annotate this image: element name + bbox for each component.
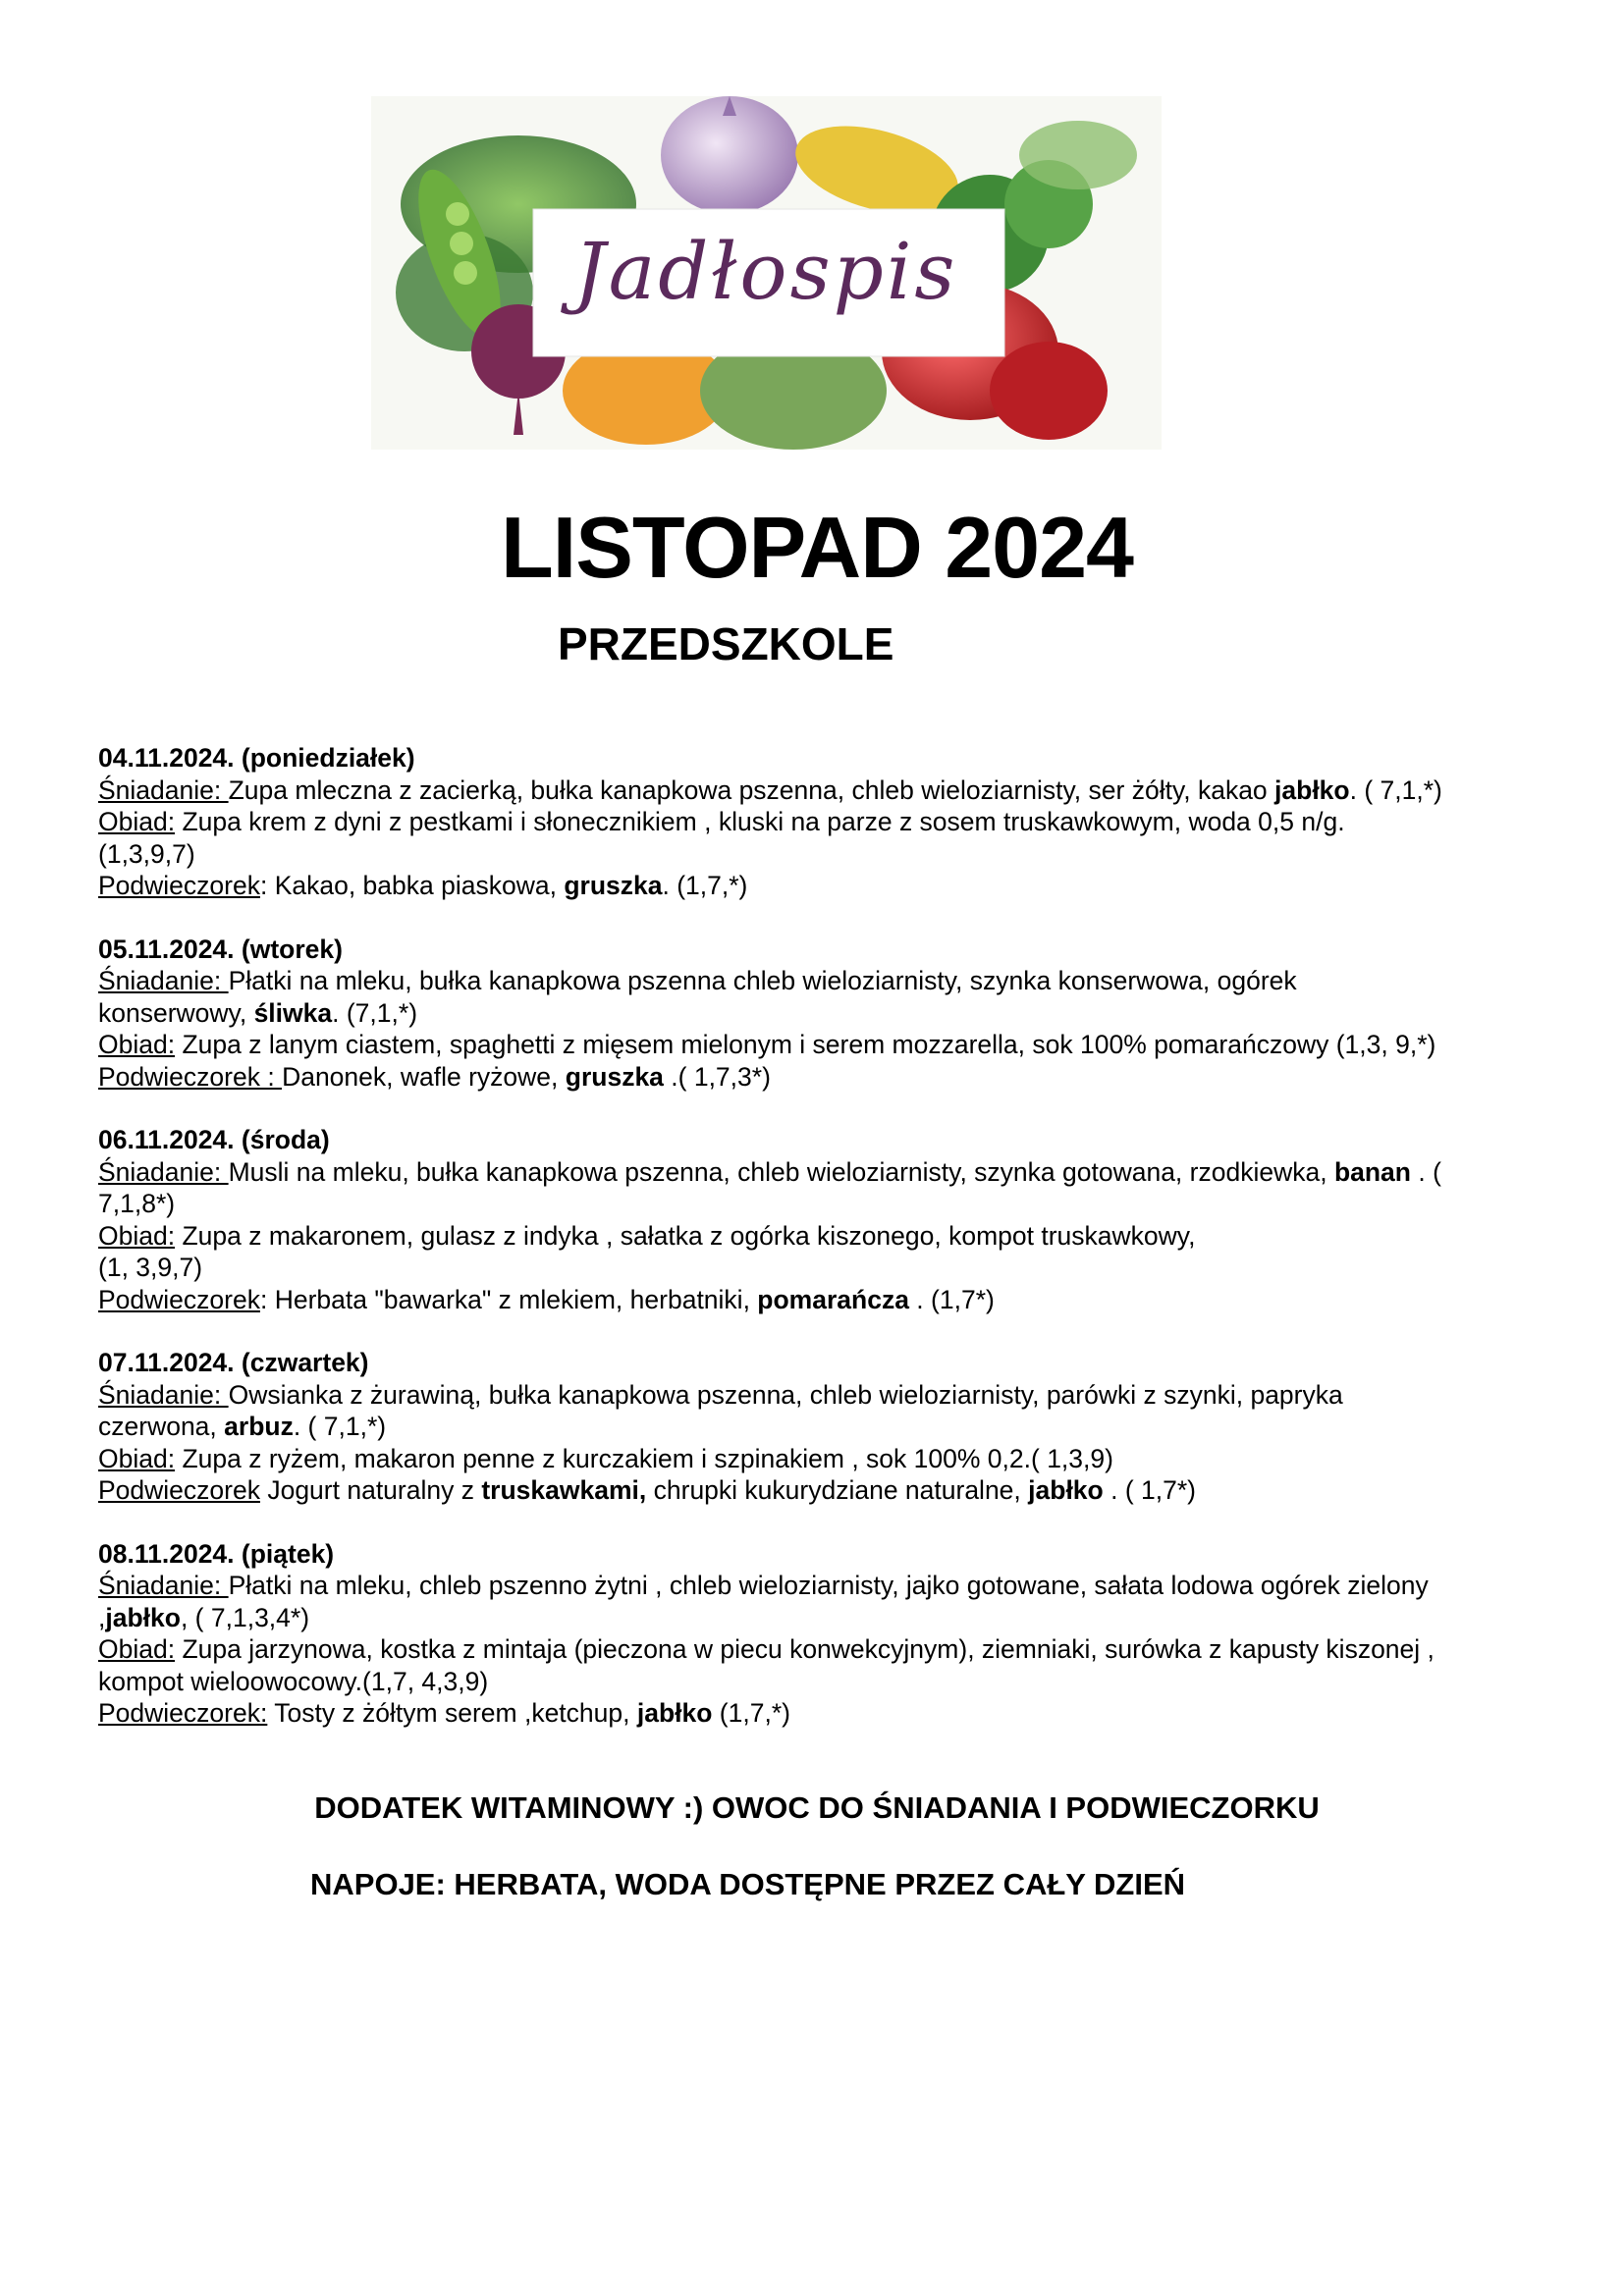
- lunch-allergens: kompot wieloowocowy.(1,7, 4,3,9): [98, 1666, 489, 1696]
- day-date: 04.11.2024. (poniedziałek): [98, 743, 415, 773]
- lunch-label: Obiad:: [98, 807, 176, 836]
- breakfast-text-cont: czerwona,: [98, 1412, 225, 1441]
- breakfast-line: [98, 1156, 1542, 1189]
- snack-text: Jogurt naturalny z: [259, 1475, 482, 1505]
- breakfast-fruit: jabłko: [105, 1602, 181, 1632]
- breakfast-text: Musli na mleku, bułka kanapkowa pszenna, chleb wieloziarnisty, szynka gotowana, rzodkiewka,: [228, 1156, 1334, 1187]
- snack-label: Podwieczorek: [98, 1284, 260, 1314]
- weekly-menu: [98, 742, 1542, 1761]
- snack-allergens: . (1,7,*): [662, 871, 748, 900]
- vitamin-note: DODATEK WITAMINOWY :) OWOC DO ŚNIADANIA I PODWIECZORKU: [314, 1790, 1320, 1825]
- breakfast-allergens: . ( 7,1,*): [1349, 774, 1442, 805]
- lunch-text: Zupa krem z dyni z pestkami i słonecznikiem , kluski na parze z sosem truskawkowym, woda 0,5 n/g.: [175, 807, 1345, 836]
- lunch-line: [98, 1029, 1542, 1061]
- snack-allergens: .( 1,7,3*): [663, 1061, 771, 1092]
- snack-allergens: (1,7,*): [712, 1698, 790, 1728]
- snack-allergens: . ( 1,7*): [1103, 1475, 1196, 1505]
- breakfast-text-cont: ,: [98, 1602, 106, 1632]
- breakfast-text-cont: konserwowy,: [98, 997, 254, 1028]
- snack-label: Podwieczorek: [98, 1475, 260, 1505]
- page-title: LISTOPAD 2024: [501, 499, 1133, 596]
- page-subtitle: PRZEDSZKOLE: [558, 618, 894, 669]
- breakfast-tail: . (: [1410, 1156, 1441, 1187]
- breakfast-allergens: . ( 7,1,*): [293, 1412, 387, 1441]
- breakfast-line-cont: [98, 1411, 1542, 1443]
- snack-allergens: . (1,7*): [908, 1284, 995, 1314]
- day-date: 07.11.2024. (czwartek): [98, 1348, 369, 1377]
- breakfast-line-cont: [98, 1602, 1542, 1634]
- snack-fruit: gruszka: [564, 871, 663, 900]
- breakfast-line: [98, 965, 1542, 997]
- lunch-text: Zupa z ryżem, makaron penne z kurczakiem i szpinakiem , sok 100% 0,2.( 1,3,9): [175, 1443, 1113, 1473]
- snack-fruit: gruszka: [565, 1061, 664, 1092]
- lunch-label: Obiad:: [98, 1443, 176, 1473]
- breakfast-fruit: arbuz: [224, 1412, 294, 1441]
- lunch-line: [98, 806, 1542, 838]
- breakfast-label: Śniadanie:: [98, 1571, 229, 1600]
- breakfast-line: [98, 774, 1542, 807]
- lunch-label: Obiad:: [98, 1030, 176, 1059]
- menu-day: [98, 934, 1542, 1094]
- snack-text: : Kakao, babka piaskowa,: [259, 871, 565, 900]
- breakfast-fruit: śliwka: [253, 997, 333, 1028]
- breakfast-allergens: . (7,1,*): [332, 997, 418, 1028]
- breakfast-label: Śniadanie:: [98, 966, 229, 995]
- snack-fruit: jabłko: [1028, 1475, 1104, 1505]
- day-date: [98, 934, 1542, 966]
- snack-fruit: pomarańcza: [757, 1284, 909, 1314]
- snack-label: Podwieczorek: [98, 871, 260, 900]
- lunch-line: [98, 1633, 1542, 1666]
- day-date: 08.11.2024. (piątek): [98, 1538, 335, 1569]
- breakfast-label: Śniadanie:: [98, 1156, 229, 1187]
- breakfast-text: Owsianka z żurawiną, bułka kanapkowa pszenna, chleb wieloziarnisty, parówki z szynki, papryka: [228, 1379, 1343, 1410]
- logo-text: Jadłospis: [573, 226, 958, 317]
- snack-line: [98, 870, 1542, 902]
- lunch-label: Obiad:: [98, 1634, 176, 1664]
- snack-text: Danonek, wafle ryżowe,: [282, 1061, 566, 1092]
- breakfast-line-cont: [98, 997, 1542, 1030]
- snack-bold: truskawkami,: [481, 1475, 647, 1505]
- breakfast-text: Płatki na mleku, chleb pszenno żytni , chleb wieloziarnisty, jajko gotowane, sałata lodowa ogórek zielony: [228, 1571, 1429, 1600]
- snack-line: [98, 1474, 1542, 1507]
- breakfast-line: [98, 1379, 1542, 1412]
- menu-day: [98, 1538, 1542, 1730]
- menu-day: [98, 1124, 1542, 1315]
- breakfast-label: Śniadanie:: [98, 774, 229, 805]
- snack-fruit: jabłko: [636, 1698, 713, 1728]
- lunch-line: [98, 1220, 1542, 1253]
- lunch-allergens: (1, 3,9,7): [98, 1253, 203, 1282]
- breakfast-text: Płatki na mleku, bułka kanapkowa pszenna chleb wieloziarnisty, szynka konserwowa, ogórek: [228, 966, 1297, 995]
- breakfast-fruit: banan: [1333, 1156, 1411, 1187]
- snack-line: [98, 1697, 1542, 1730]
- snack-text: Tosty z żółtym serem ,ketchup,: [267, 1698, 637, 1728]
- snack-text-cont: chrupki kukurydziane naturalne,: [646, 1475, 1029, 1505]
- lunch-text: Zupa z makaronem, gulasz z indyka , sałatka z ogórka kiszonego, kompot truskawkowy,: [175, 1220, 1196, 1251]
- snack-text: : Herbata "bawarka" z mlekiem, herbatniki,: [259, 1284, 758, 1314]
- day-date-number: 05.11.2024: [98, 934, 228, 964]
- breakfast-line: [98, 1570, 1542, 1602]
- day-date-weekday: . (wtorek): [227, 934, 343, 964]
- lunch-allergens: (1,3,9,7): [98, 838, 195, 869]
- breakfast-fruit: jabłko: [1274, 774, 1350, 805]
- snack-label: Podwieczorek:: [98, 1698, 268, 1728]
- menu-day: [98, 742, 1542, 902]
- lunch-line: [98, 1443, 1542, 1475]
- menu-day: [98, 1347, 1542, 1507]
- breakfast-text: Zupa mleczna z zacierką, bułka kanapkowa pszenna, chleb wieloziarnisty, ser żółty, kakao: [228, 774, 1275, 805]
- breakfast-allergens: 7,1,8*): [98, 1189, 176, 1218]
- snack-line: [98, 1061, 1542, 1094]
- breakfast-label: Śniadanie:: [98, 1379, 229, 1410]
- lunch-text: Zupa jarzynowa, kostka z mintaja (pieczona w piecu konwekcyjnym), ziemniaki, surówka z kapusty kiszonej ,: [175, 1634, 1435, 1664]
- lunch-label: Obiad:: [98, 1220, 176, 1251]
- snack-line: [98, 1284, 1542, 1316]
- lunch-text: Zupa z lanym ciastem, spaghetti z mięsem mielonym i serem mozzarella, sok 100% pomarańczowy (1,3, 9,*): [175, 1030, 1436, 1059]
- snack-label: Podwieczorek :: [98, 1061, 283, 1092]
- breakfast-allergens: , ( 7,1,3,4*): [180, 1602, 310, 1632]
- drinks-note: NAPOJE: HERBATA, WODA DOSTĘPNE PRZEZ CAŁY DZIEŃ: [310, 1867, 1186, 1901]
- day-date: 06.11.2024. (środa): [98, 1125, 330, 1154]
